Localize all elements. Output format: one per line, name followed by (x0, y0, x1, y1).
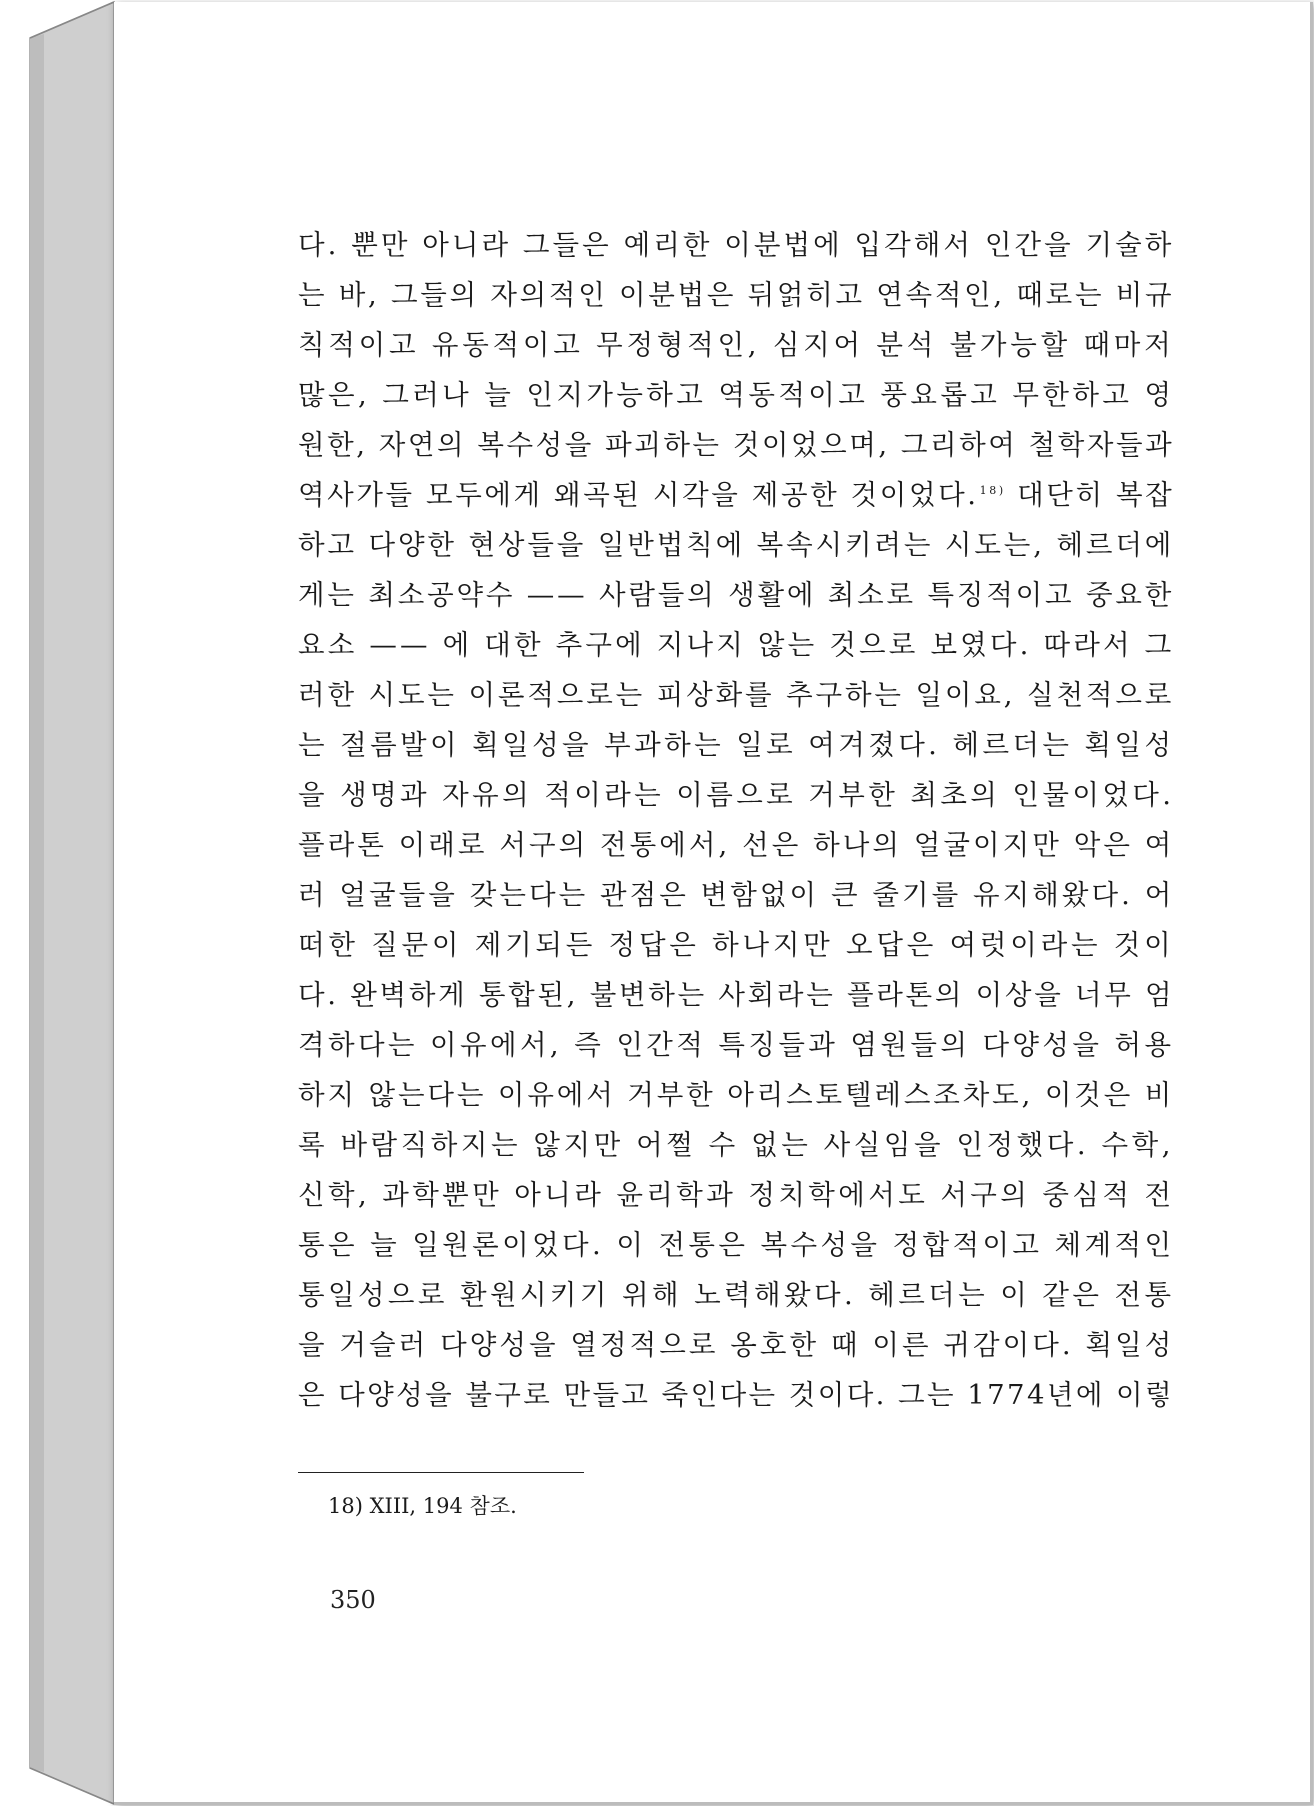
text-line-23: 을 거슬러 다양성을 열정적으로 옹호한 때 이른 귀감이다. 획일성 (298, 1329, 1175, 1361)
text-line-9: 요소 —— 에 대한 추구에 지나지 않는 것으로 보였다. 따라서 그 (298, 629, 1175, 661)
text-line-17: 격하다는 이유에서, 즉 인간적 특징들과 염원들의 다양성을 허용 (298, 1029, 1175, 1061)
text-line-3: 칙적이고 유동적이고 무정형적인, 심지어 분석 불가능할 때마저 (298, 329, 1175, 361)
text-line-6-tail: 대단히 복잡 (1005, 479, 1175, 511)
text-line-10: 러한 시도는 이론적으로는 피상화를 추구하는 일이요, 실천적으로 (298, 679, 1175, 711)
text-line-2: 는 바, 그들의 자의적인 이분법은 뒤얽히고 연속적인, 때로는 비규 (298, 279, 1175, 311)
body-text (298, 220, 1174, 1420)
text-line-5: 원한, 자연의 복수성을 파괴하는 것이었으며, 그리하여 철학자들과 (298, 429, 1175, 461)
text-line-15: 떠한 질문이 제기되든 정답은 하나지만 오답은 여럿이라는 것이 (298, 929, 1175, 961)
text-line-19: 록 바람직하지는 않지만 어쩔 수 없는 사실임을 인정했다. 수학, (298, 1129, 1174, 1161)
text-line-22: 통일성으로 환원시키기 위해 노력해왔다. 헤르더는 이 같은 전통 (298, 1279, 1175, 1311)
text-line-24: 은 다양성을 불구로 만들고 죽인다는 것이다. 그는 1774년에 이렇 (298, 1379, 1174, 1411)
text-line-21: 통은 늘 일원론이었다. 이 전통은 복수성을 정합적이고 체계적인 (298, 1229, 1175, 1261)
page-number: 350 (330, 1586, 376, 1614)
footnote: 18) XIII, 194 참조. (328, 1494, 517, 1518)
text-line-6-main: 역사가들 모두에게 왜곡된 시각을 제공한 것이었다. (298, 479, 979, 511)
text-line-13: 플라톤 이래로 서구의 전통에서, 선은 하나의 얼굴이지만 악은 여 (298, 829, 1175, 861)
text-line-6 (298, 470, 1174, 520)
footnote-reference: 18) (979, 483, 1006, 497)
text-line-11: 는 절름발이 획일성을 부과하는 일로 여겨졌다. 헤르더는 획일성 (298, 729, 1175, 761)
text-line-1: 다. 뿐만 아니라 그들은 예리한 이분법에 입각해서 인간을 기술하 (298, 229, 1175, 261)
text-line-12: 을 생명과 자유의 적이라는 이름으로 거부한 최초의 인물이었다. (298, 779, 1175, 811)
text-line-8: 게는 최소공약수 —— 사람들의 생활에 최소로 특징적이고 중요한 (298, 579, 1175, 611)
text-line-4: 많은, 그러나 늘 인지가능하고 역동적이고 풍요롭고 무한하고 영 (298, 379, 1175, 411)
text-line-16: 다. 완벽하게 통합된, 불변하는 사회라는 플라톤의 이상을 너무 엄 (298, 979, 1175, 1011)
text-line-20: 신학, 과학뿐만 아니라 윤리학과 정치학에서도 서구의 중심적 전 (298, 1179, 1175, 1211)
text-line-14: 러 얼굴들을 갖는다는 관점은 변함없이 큰 줄기를 유지해왔다. 어 (298, 879, 1175, 911)
book-side-edge (0, 0, 120, 1806)
book-page (114, 2, 1313, 1805)
footnote-divider (298, 1472, 584, 1473)
text-line-7: 하고 다양한 현상들을 일반법칙에 복속시키려는 시도는, 헤르더에 (298, 529, 1175, 561)
text-line-18: 하지 않는다는 이유에서 거부한 아리스토텔레스조차도, 이것은 비 (298, 1079, 1175, 1111)
